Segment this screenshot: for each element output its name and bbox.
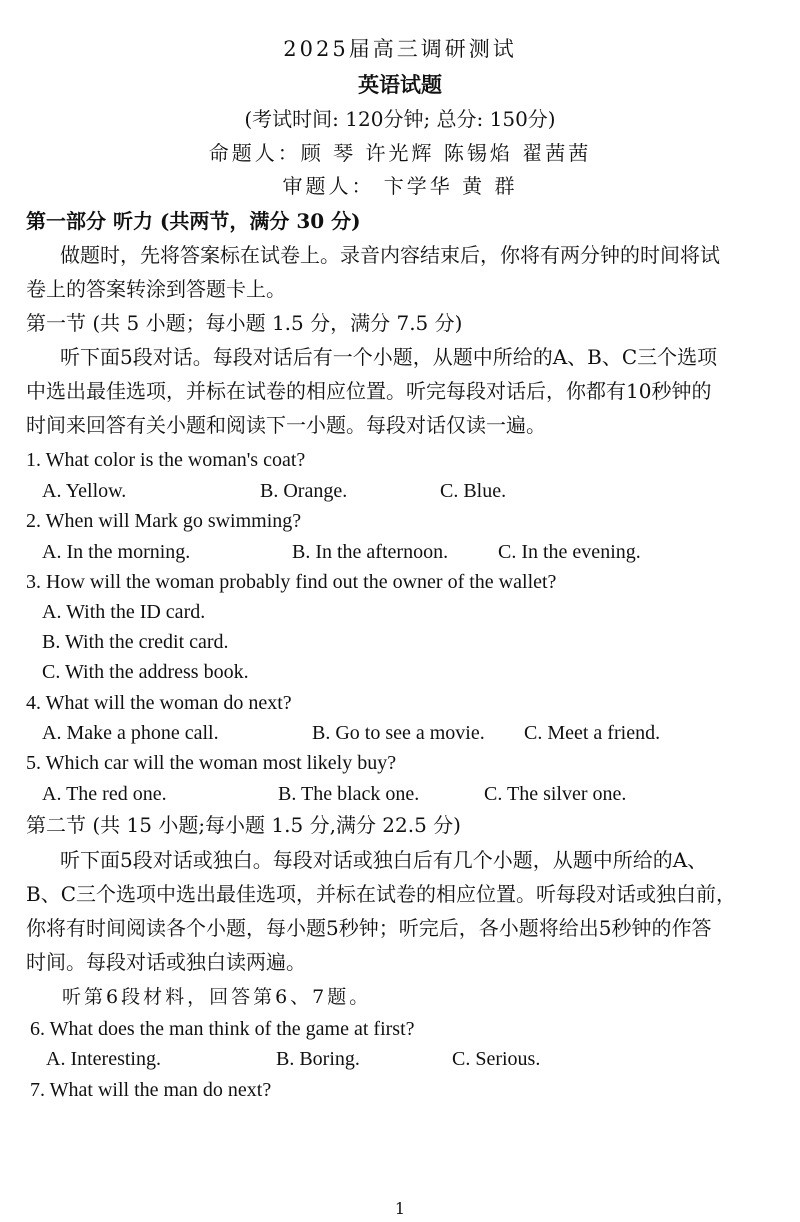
q2-option-a: A. In the morning. bbox=[42, 541, 191, 563]
q3-option-b: B. With the credit card. bbox=[42, 631, 229, 653]
q4-option-b: B. Go to see a movie. bbox=[312, 722, 485, 744]
q3-option-c: C. With the address book. bbox=[42, 661, 249, 683]
setters-line: 命题人：顾 琴 许光辉 陈锡焰 翟茜茜 bbox=[208, 141, 592, 165]
part1-instruction-line1: 做题时，先将答案标在试卷上。录音内容结束后，你将有两分钟的时间将试 bbox=[60, 243, 720, 267]
section2-instruction-line1: 听下面5段对话或独白。每段对话或独白后有几个小题，从题中所给的A、 bbox=[60, 848, 708, 872]
q3-option-a: A. With the ID card. bbox=[42, 601, 206, 623]
question-6: 6. What does the man think of the game at first? bbox=[30, 1018, 415, 1040]
part1-heading: 第一部分 听力 (共两节，满分 30 分) bbox=[26, 209, 361, 233]
question-2: 2. When will Mark go swimming? bbox=[26, 510, 302, 532]
question-4: 4. What will the woman do next? bbox=[26, 692, 292, 714]
q6-option-a: A. Interesting. bbox=[46, 1048, 161, 1070]
q6-option-b: B. Boring. bbox=[276, 1048, 360, 1070]
question-1: 1. What color is the woman's coat? bbox=[26, 449, 306, 471]
reviewers-line: 审题人： 卞学华 黄 群 bbox=[282, 174, 518, 198]
section2-heading: 第二节 (共 15 小题;每小题 1.5 分,满分 22.5 分) bbox=[26, 813, 461, 837]
q2-option-c: C. In the evening. bbox=[498, 541, 641, 563]
section2-instruction-line4: 时间。每段对话或独白读两遍。 bbox=[26, 950, 306, 974]
section1-instruction-line2: 中选出最佳选项，并标在试卷的相应位置。听完每段对话后，你都有10秒钟的 bbox=[26, 379, 712, 403]
section2-instruction-line3: 你将有时间阅读各个小题，每小题5秒钟；听完后，各小题将给出5秒钟的作答 bbox=[26, 916, 712, 940]
question-3: 3. How will the woman probably find out the owner of the wallet? bbox=[26, 571, 557, 593]
material-6-note: 听第6段材料，回答第6、7题。 bbox=[62, 986, 372, 1008]
q1-option-c: C. Blue. bbox=[440, 480, 507, 502]
q4-option-a: A. Make a phone call. bbox=[42, 722, 219, 744]
section2-instruction-line2: B、C三个选项中选出最佳选项，并标在试卷的相应位置。听每段对话或独白前， bbox=[26, 882, 736, 906]
q4-option-c: C. Meet a friend. bbox=[524, 722, 661, 744]
exam-info: (考试时间: 120分钟; 总分: 150分) bbox=[244, 107, 556, 131]
question-7: 7. What will the man do next? bbox=[30, 1079, 272, 1101]
q1-option-a: A. Yellow. bbox=[42, 480, 127, 502]
q6-option-c: C. Serious. bbox=[452, 1048, 541, 1070]
subject-title: 英语试题 bbox=[358, 72, 442, 97]
q2-option-b: B. In the afternoon. bbox=[292, 541, 449, 563]
section1-heading: 第一节 (共 5 小题；每小题 1.5 分，满分 7.5 分) bbox=[26, 311, 463, 335]
section1-instruction-line1: 听下面5段对话。每段对话后有一个小题，从题中所给的A、B、C三个选项 bbox=[60, 345, 718, 369]
q1-option-b: B. Orange. bbox=[260, 480, 348, 502]
section1-instruction-line3: 时间来回答有关小题和阅读下一小题。每段对话仅读一遍。 bbox=[26, 413, 546, 437]
q5-option-b: B. The black one. bbox=[278, 783, 420, 805]
page-number: 1 bbox=[394, 1199, 406, 1218]
question-5: 5. Which car will the woman most likely buy? bbox=[26, 752, 397, 774]
exam-title: 2025届高三调研测试 bbox=[283, 37, 517, 61]
part1-instruction-line2: 卷上的答案转涂到答题卡上。 bbox=[26, 277, 286, 301]
q5-option-c: C. The silver one. bbox=[484, 783, 627, 805]
q5-option-a: A. The red one. bbox=[42, 783, 167, 805]
